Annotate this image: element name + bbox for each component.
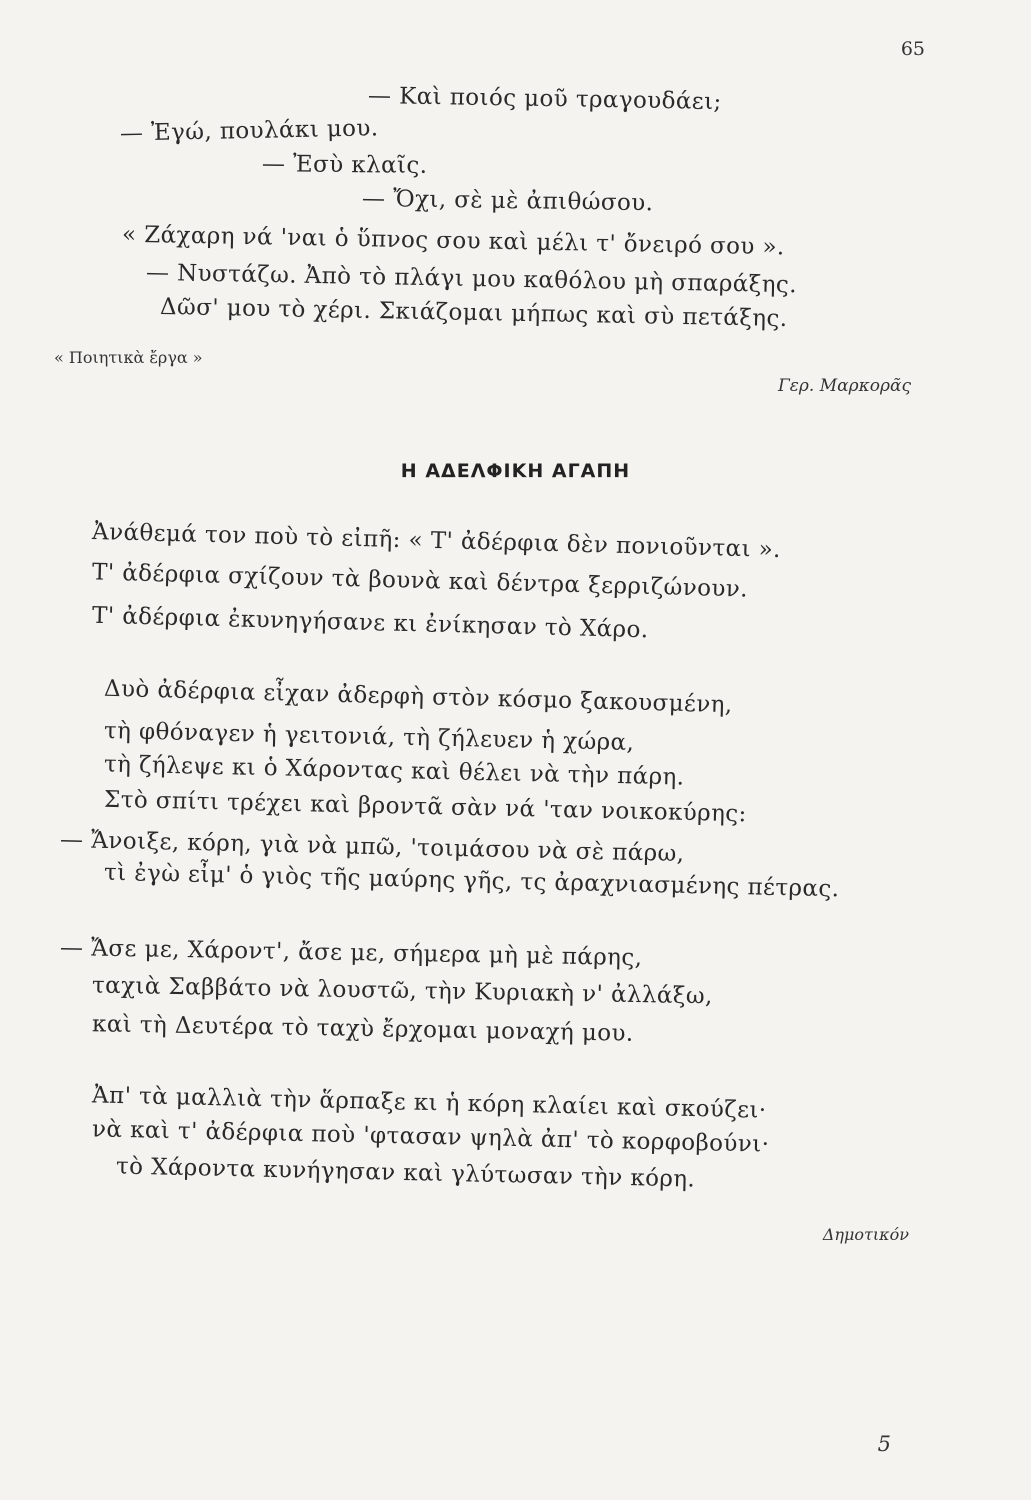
page-number: 65 bbox=[900, 38, 925, 60]
poem1-line: — Καὶ ποιός μοῦ τραγουδάει; bbox=[367, 82, 722, 116]
poem1-source: « Ποιητικὰ ἔργα » bbox=[54, 348, 203, 367]
signature-number: 5 bbox=[877, 1432, 891, 1456]
poem2-line: καὶ τὴ Δευτέρα τὸ ταχὺ ἔρχομαι μοναχή μου. bbox=[91, 1011, 634, 1047]
poem2-line: ταχιὰ Σαββάτο νὰ λουστῶ, τὴν Κυριακὴ ν' ἀλλάξω, bbox=[91, 972, 713, 1010]
poem2-line: — Ἄσε με, Χάροντ', ἄσε με, σήμερα μὴ μὲ πάρης, bbox=[59, 934, 643, 972]
poem1-line: — Ἐγώ, πουλάκι μου. bbox=[119, 115, 379, 147]
poem2-line: Τ' ἀδέρφια σχίζουν τὰ βουνὰ καὶ δέντρα ξερριζώνουν. bbox=[91, 559, 749, 603]
poem2-line: Ἀνάθεμά τον ποὺ τὸ εἰπῆ: « Τ' ἀδέρφια δὲν πονιοῦνται ». bbox=[91, 518, 782, 564]
poem2-line: Δυὸ ἀδέρφια εἶχαν ἀδερφὴ στὸν κόσμο ξακουσμένη, bbox=[103, 675, 733, 719]
poem1-line: « Ζάχαρη νά 'ναι ὁ ὕπνος σου καὶ μέλι τ' ὄνειρό σου ». bbox=[121, 221, 785, 261]
poem2-line: Ἀπ' τὰ μαλλιὰ τὴν ἅρπαξε κι ἡ κόρη κλαίει καὶ σκούζει· bbox=[91, 1082, 767, 1124]
poem2-title: Η ΑΔΕΛΦΙΚΗ ΑΓΑΠΗ bbox=[400, 460, 631, 482]
poem2-line: νὰ καὶ τ' ἀδέρφια ποὺ 'φτασαν ψηλὰ ἀπ' τὸ κορφοβούνι· bbox=[91, 1116, 770, 1158]
poem2-line: Στὸ σπίτι τρέχει καὶ βροντᾶ σὰν νά 'ταν νοικοκύρης: bbox=[103, 786, 748, 828]
poem2-attribution: Δημοτικόν bbox=[822, 1225, 909, 1244]
poem1-author: Γερ. Μαρκορᾶς bbox=[778, 376, 911, 396]
poem2-line: τὴ φθόναγεν ἡ γειτονιά, τὴ ζήλευεν ἡ χώρα, bbox=[103, 717, 635, 757]
poem1-line: Δῶσ' μου τὸ χέρι. Σκιάζομαι μήπως καὶ σὺ πετάξης. bbox=[159, 293, 788, 333]
poem2-line: Τ' ἀδέρφια ἐκυνηγήσανε κι ἐνίκησαν τὸ Χάρο. bbox=[91, 602, 649, 644]
poem2-line: τὶ ἐγὼ εἶμ' ὁ γιὸς τῆς μαύρης γῆς, τς ἀραχνιασμένης πέτρας. bbox=[103, 859, 840, 903]
poem2-line: — Ἄνοιξε, κόρη, γιὰ νὰ μπῶ, 'τοιμάσου νὰ σὲ πάρω, bbox=[59, 826, 685, 868]
poem1-line: — Ἐσὺ κλαῖς. bbox=[261, 151, 428, 179]
poem1-line: — Ὄχι, σὲ μὲ ἀπιθώσου. bbox=[361, 185, 654, 217]
poem1-line: — Νυστάζω. Ἀπὸ τὸ πλάγι μου καθόλου μὴ σπαράξης. bbox=[145, 259, 798, 299]
poem2-line: τὸ Χάροντα κυνήγησαν καὶ γλύτωσαν τὴν κόρη. bbox=[115, 1153, 696, 1193]
poem2-line: τὴ ζήλεψε κι ὁ Χάροντας καὶ θέλει νὰ τὴν πάρη. bbox=[103, 751, 685, 791]
